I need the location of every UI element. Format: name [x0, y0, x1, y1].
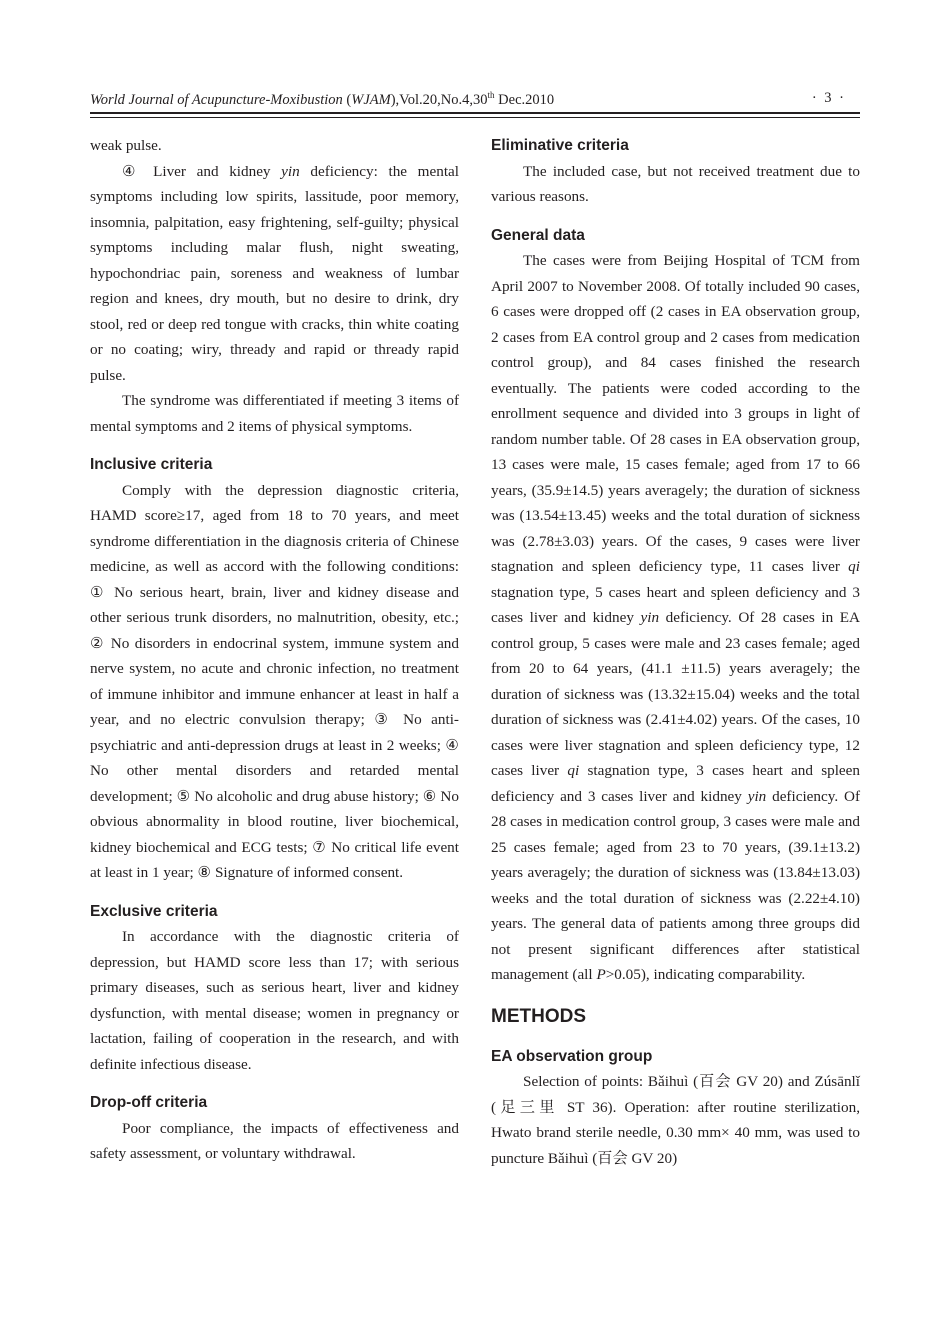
paragraph-liver-kidney-yin: ④ Liver and kidney yin deficiency: the mental symptoms including low spirits, lassitude, poor memory, insomnia, palpitation, easy frightening, self-guilty; physical symptoms including malar flush, night sweating, hypochondriac pain, soreness and weakness of lumbar region and knees, dry mouth, but no desire to drink, dry stool, red or deep red tongue with cracks, thin white coating or no coating; wiry, thready and rapid or thready rapid pulse.: [90, 162, 459, 384]
heading-methods: METHODS: [491, 1005, 586, 1027]
paragraph-eliminative-criteria: The included case, but not received treatment due to various reasons.: [491, 162, 860, 205]
paragraph-ea-observation-group: Selection of points: Bǎihuì (百会 GV 20) and Zúsānlǐ (足三里 ST 36). Operation: after routine sterilization, Hwato brand sterile needle, 0.30 mm× 40 mm, was used to puncture Bǎihuì (百会 GV 20): [491, 1073, 860, 1167]
header-rule-thick: [90, 112, 860, 114]
paragraph-exclusive-criteria: In accordance with the diagnostic criteria of depression, but HAMD score less than 17; with serious primary diseases, such as serious heart, liver and kidney dysfunction, with mental disease; women in pregnancy or lactation, failing of cooperation in the research, and with definite infectious disease.: [90, 928, 459, 1073]
heading-ea-observation-group: EA observation group: [491, 1047, 653, 1065]
heading-drop-off-criteria: Drop-off criteria: [90, 1094, 208, 1111]
right-column: [491, 133, 860, 1171]
paragraph-weak-pulse: weak pulse.: [90, 137, 162, 154]
heading-general-data: General data: [491, 226, 585, 244]
paragraph-syndrome: The syndrome was differentiated if meeting 3 items of mental symptoms and 2 items of physical symptoms.: [90, 392, 459, 435]
journal-title: World Journal of Acupuncture-Moxibustion: [90, 91, 343, 108]
header-rule-thin: [90, 117, 860, 118]
journal-abbreviation: WJAM: [351, 91, 391, 108]
journal-citation: World Journal of Acupuncture-Moxibustion (WJAM),Vol.20,No.4,30th Dec.2010: [90, 90, 555, 108]
running-header: [90, 90, 860, 112]
page-number: · 3 ·: [811, 90, 846, 106]
paragraph-inclusive-criteria: Comply with the depression diagnostic criteria, HAMD score≥17, aged from 18 to 70 years, and meet syndrome differentiation in the diagnosis criteria of Chinese medicine, as well as accord with the following conditions: ① No serious heart, brain, liver and kidney disease and other serious trunk disorders, no malnutrition, obesity, etc.; ② No disorders in endocrinal system, immune system and nerve system, no acute and chronic infection, no treatment of immune inhibitor and immune enhancer at least in half a year, and no electric convulsion therapy; ③ No anti-psychiatric and anti-depression drugs at least in 2 weeks; ④ No other mental disorders and retarded mental development; ⑤ No alcoholic and drug abuse history; ⑥ No obvious abnormality in blood routine, liver biochemical, kidney biochemical and ECG tests; ⑦ No critical life event at least in 1 year; ⑧ Signature of informed consent.: [90, 481, 459, 881]
heading-exclusive-criteria: Exclusive criteria: [90, 902, 218, 920]
heading-inclusive-criteria: Inclusive criteria: [90, 456, 213, 473]
paragraph-general-data: The cases were from Beijing Hospital of TCM from April 2007 to November 2008. Of totally included 90 cases, 6 cases were dropped off (2 cases in EA observation group, 2 cases from EA control group and 2 cases from medication control group), and 84 cases finished the research eventually. The patients were coded according to the enrollment sequence and divided into 3 groups in light of random number table. Of 28 cases in EA observation group, 13 cases were male, 15 cases female; aged from 17 to 66 years, (35.9±14.5) years averagely; the duration of sickness was (13.54±13.45) weeks and the total duration of sickness was (2.78±3.03) years. Of the cases, 9 cases were liver stagnation and spleen deficiency type, 11 cases liver qi stagnation type, 5 cases heart and spleen deficiency and 3 cases liver and kidney yin deficiency. Of 28 cases in EA control group, 5 cases were male and 23 cases female; aged from 20 to 64 years, (41.1 ±11.5) years averagely; the duration of sickness was (13.32±15.04) weeks and the total duration of sickness was (2.41±4.02) years. Of the cases, 10 cases were liver stagnation and spleen deficiency type, 12 cases liver qi stagnation type, 3 cases heart and spleen deficiency and 3 cases liver and kidney yin deficiency. Of 28 cases in medication control group, 3 cases were male and 25 cases female; aged from 23 to 70 years, (39.1±13.2) years averagely; the duration of sickness was (13.84±13.03) weeks and the total duration of sickness was (2.22±4.10) years. The general data of patients among three groups did not present significant differences after statistical management (all P>0.05), indicating comparability.: [491, 252, 861, 983]
heading-eliminative-criteria: Eliminative criteria: [491, 137, 629, 154]
paragraph-drop-off-criteria: Poor compliance, the impacts of effectiveness and safety assessment, or voluntary withdrawal.: [90, 1119, 459, 1162]
left-column: [90, 133, 459, 1167]
